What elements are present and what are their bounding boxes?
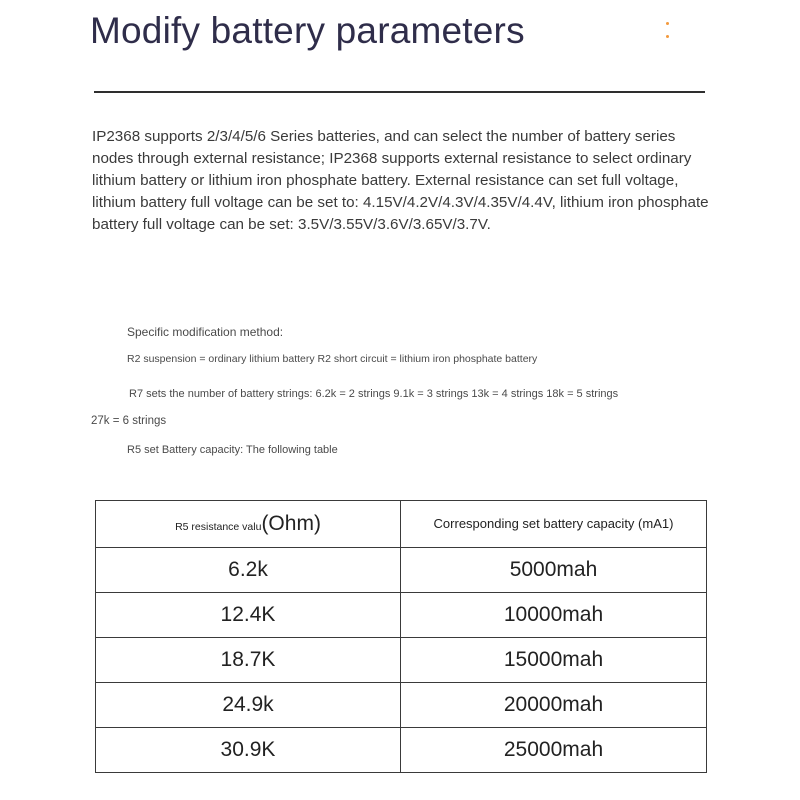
table-row [96, 548, 707, 593]
capacity-cell: 10000mah [401, 593, 707, 638]
method-heading: Specific modification method: [127, 325, 284, 339]
r2-instruction: R2 suspension = ordinary lithium battery R2 short circuit = lithium iron phosphate battery [127, 353, 538, 365]
resistance-cell: 30.9K [96, 728, 401, 773]
capacity-table [95, 500, 707, 773]
header-resistance-unit: (Ohm) [261, 512, 321, 535]
header-resistance [96, 501, 401, 548]
decorative-dot [666, 35, 669, 38]
capacity-cell: 5000mah [401, 548, 707, 593]
resistance-cell: 12.4K [96, 593, 401, 638]
r5-instruction: R5 set Battery capacity: The following table [127, 444, 338, 456]
resistance-cell: 18.7K [96, 638, 401, 683]
header-capacity-label: Corresponding set battery capacity (mA1) [433, 516, 674, 531]
capacity-cell: 20000mah [401, 683, 707, 728]
header-capacity [401, 501, 707, 548]
title-divider [94, 91, 705, 93]
r7-instruction: R7 sets the number of battery strings: 6.2k = 2 strings 9.1k = 3 strings 13k = 4 strings 18k = 5 strings [129, 388, 619, 400]
intro-paragraph: IP2368 supports 2/3/4/5/6 Series batteries, and can select the number of battery series nodes through external resistance; IP2368 supports external resistance to select ordinary lithium battery or lithium iron phosphate battery. External resistance can set full voltage, lithium battery full voltage can be set to: 4.15V/4.2V/4.3V/4.35V/4.4V, lithium iron phosphate battery full voltage can be set: 3.5V/3.55V/3.6V/3.65V/3.7V. [92, 128, 709, 233]
page-title: Modify battery parameters [90, 10, 525, 51]
resistance-cell: 24.9k [96, 683, 401, 728]
table-row [96, 683, 707, 728]
decorative-dot [666, 22, 669, 25]
table-row [96, 638, 707, 683]
r7-instruction-continued: 27k = 6 strings [91, 415, 167, 427]
header-resistance-label: R5 resistance valu [175, 521, 262, 533]
table-row [96, 593, 707, 638]
resistance-cell: 6.2k [96, 548, 401, 593]
table-header-row [96, 501, 707, 548]
table-row [96, 728, 707, 773]
capacity-cell: 25000mah [401, 728, 707, 773]
capacity-cell: 15000mah [401, 638, 707, 683]
